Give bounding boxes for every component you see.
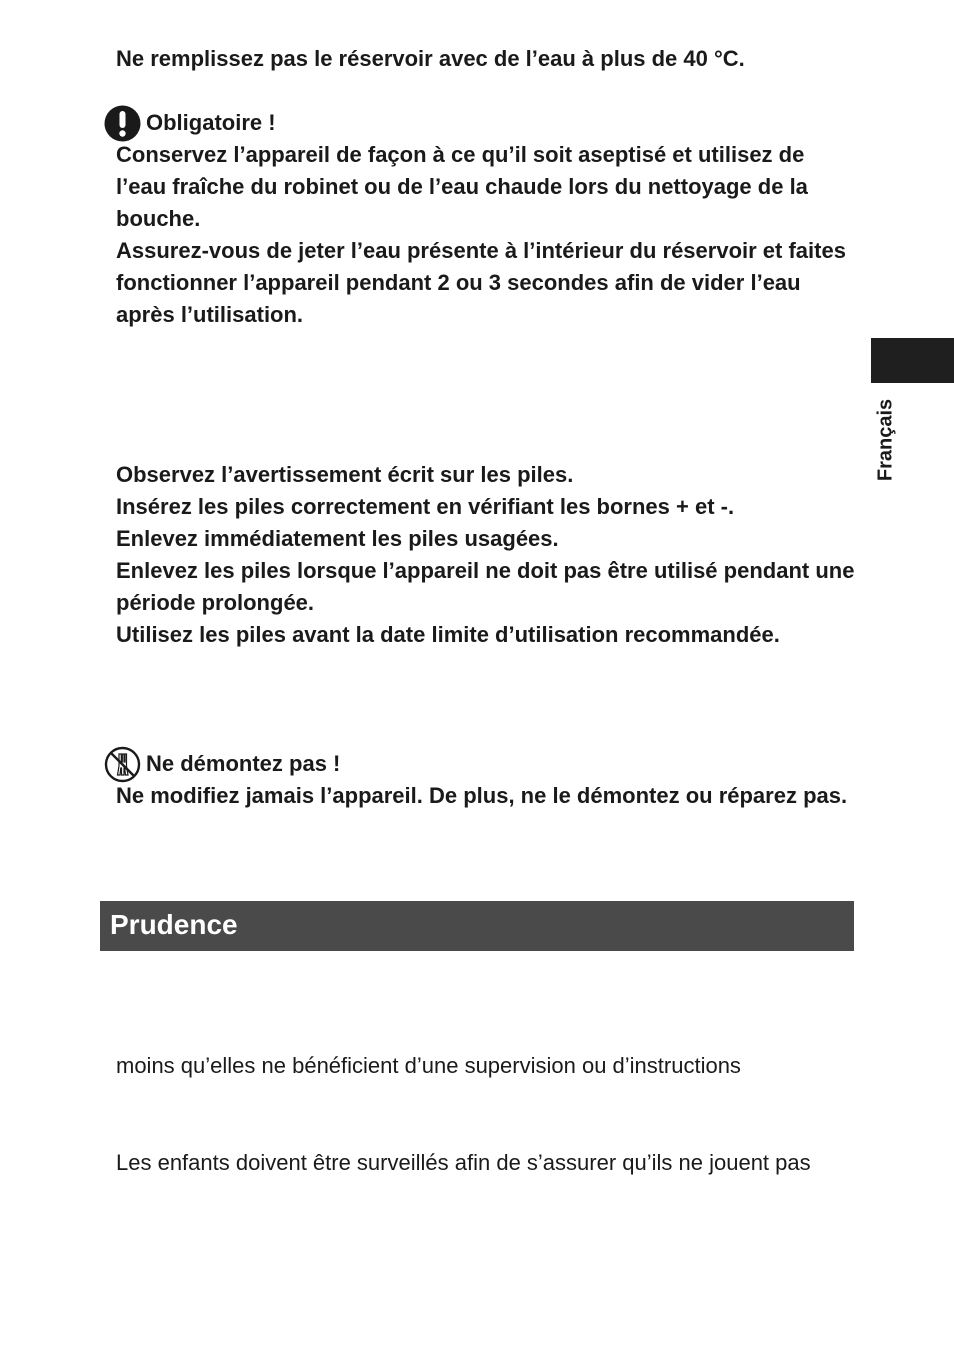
section-title: Prudence bbox=[110, 909, 238, 940]
mandatory-label: Obligatoire ! bbox=[146, 110, 276, 135]
language-tab-label: Français bbox=[874, 398, 897, 482]
battery-line-5: Utilisez les piles avant la date limite d’utilisation recommandée. bbox=[116, 622, 780, 647]
battery-line-1: Observez l’avertissement écrit sur les piles. bbox=[116, 462, 574, 487]
battery-line-4: Enlevez les piles lorsque l’appareil ne doit pas être utilisé pendant une période prolongée. bbox=[116, 558, 855, 615]
disassemble-label: Ne démontez pas ! bbox=[146, 751, 341, 776]
intro-warning-text: Ne remplissez pas le réservoir avec de l’eau à plus de 40 °C. bbox=[116, 46, 745, 71]
mandatory-text-2: Assurez-vous de jeter l’eau présente à l’intérieur du réservoir et faites fonctionner l’appareil pendant 2 ou 3 secondes afin de vider l’eau après l’utilisation. bbox=[116, 238, 846, 327]
language-tab-marker bbox=[871, 338, 954, 383]
prudence-line-2: Les enfants doivent être surveillés afin de s’assurer qu’ils ne jouent pas bbox=[116, 1150, 811, 1175]
disassemble-text: Ne modifiez jamais l’appareil. De plus, ne le démontez ou réparez pas. bbox=[116, 783, 848, 808]
no-disassembly-icon bbox=[104, 746, 141, 783]
prudence-line-1: moins qu’elles ne bénéficient d’une supervision ou d’instructions bbox=[116, 1053, 741, 1078]
section-header-bar bbox=[100, 901, 854, 951]
battery-line-2: Insérez les piles correctement en vérifiant les bornes + et -. bbox=[116, 494, 735, 519]
battery-line-3: Enlevez immédiatement les piles usagées. bbox=[116, 526, 559, 551]
mandatory-text-1: Conservez l’appareil de façon à ce qu’il soit aseptisé et utilisez de l’eau fraîche du robinet ou de l’eau chaude lors du nettoyage de la bouche. bbox=[116, 142, 808, 231]
exclamation-icon bbox=[104, 105, 141, 142]
